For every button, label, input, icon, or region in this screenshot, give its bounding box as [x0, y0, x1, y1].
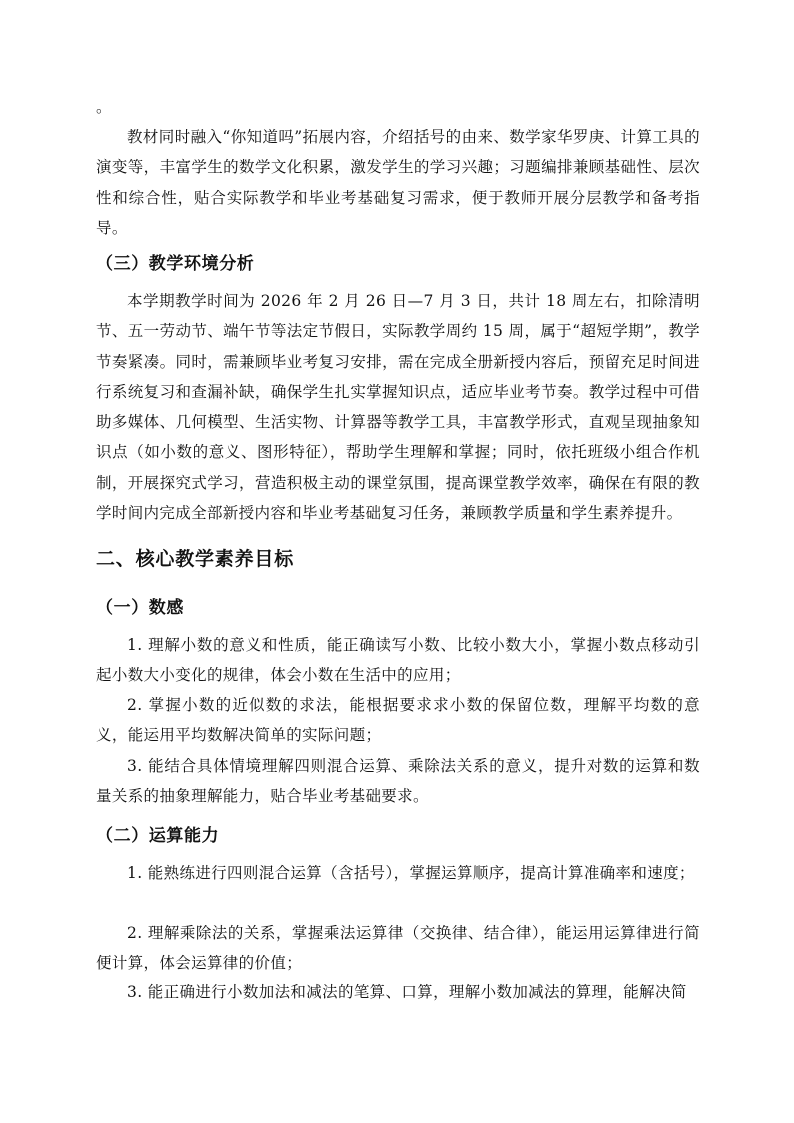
number-sense-item-3: 3. 能结合具体情境理解四则混合运算、乘除法关系的意义，提升对数的运算和数量关系的抽象理解能力，贴合毕业考基础要求。	[96, 757, 700, 806]
part2-heading: 二、核心教学素养目标	[96, 548, 295, 570]
leading-fragment: 。	[96, 98, 112, 116]
number-sense-item-2: 2. 掌握小数的近似数的求法，能根据要求求小数的保留位数，理解平均数的意义，能运用平均数解决简单的实际问题；	[96, 696, 700, 745]
number-sense-heading: （一）数感	[96, 598, 184, 618]
section3-paragraph: 本学期教学时间为 2026 年 2 月 26 日—7 月 3 日，共计 18 周左右，扣除清明节、五一劳动节、端午节等法定节假日，实际教学周约 15 周，属于“超短学期”，教学节奏紧凑。同时，需兼顾毕业考复习安排，需在完成全册新授内容后，预留充足时间进行系统复习和查漏补缺，确保学生扎实掌握知识点，适应毕业考节奏。教学过程中可借助多媒体、几何模型、生活实物、计算器等教学工具，丰富教学形式，直观呈现抽象知识点（如小数的意义、图形特征），帮助学生理解和掌握；同时，依托班级小组合作机制，开展探究式学习，营造积极主动的课堂氛围，提高课堂教学效率，确保在有限的教学时间内完成全部新授内容和毕业考基础复习任务，兼顾教学质量和学生素养提升。	[96, 292, 700, 523]
computation-item-2: 2. 理解乘除法的关系，掌握乘法运算律（交换律、结合律），能运用运算律进行简便计算，体会运算律的价值；	[96, 924, 700, 973]
number-sense-item-1: 1. 理解小数的意义和性质，能正确读写小数、比较小数大小，掌握小数点移动引起小数大小变化的规律，体会小数在生活中的应用；	[96, 636, 700, 685]
section3-heading: （三）教学环境分析	[96, 254, 255, 274]
computation-item-1: 1. 能熟练进行四则混合运算（含括号），掌握运算顺序，提高计算准确率和速度；	[127, 864, 695, 882]
intro-paragraph: 教材同时融入“你知道吗”拓展内容，介绍括号的由来、数学家华罗庚、计算工具的演变等，丰富学生的数学文化积累，激发学生的学习兴趣；习题编排兼顾基础性、层次性和综合性，贴合实际教学和毕业考基础复习需求，便于教师开展分层教学和备考指导。	[96, 128, 700, 237]
computation-item-3: 3. 能正确进行小数加法和减法的笔算、口算，理解小数加减法的算理，能解决简	[127, 983, 687, 1001]
computation-heading: （二）运算能力	[96, 826, 220, 846]
